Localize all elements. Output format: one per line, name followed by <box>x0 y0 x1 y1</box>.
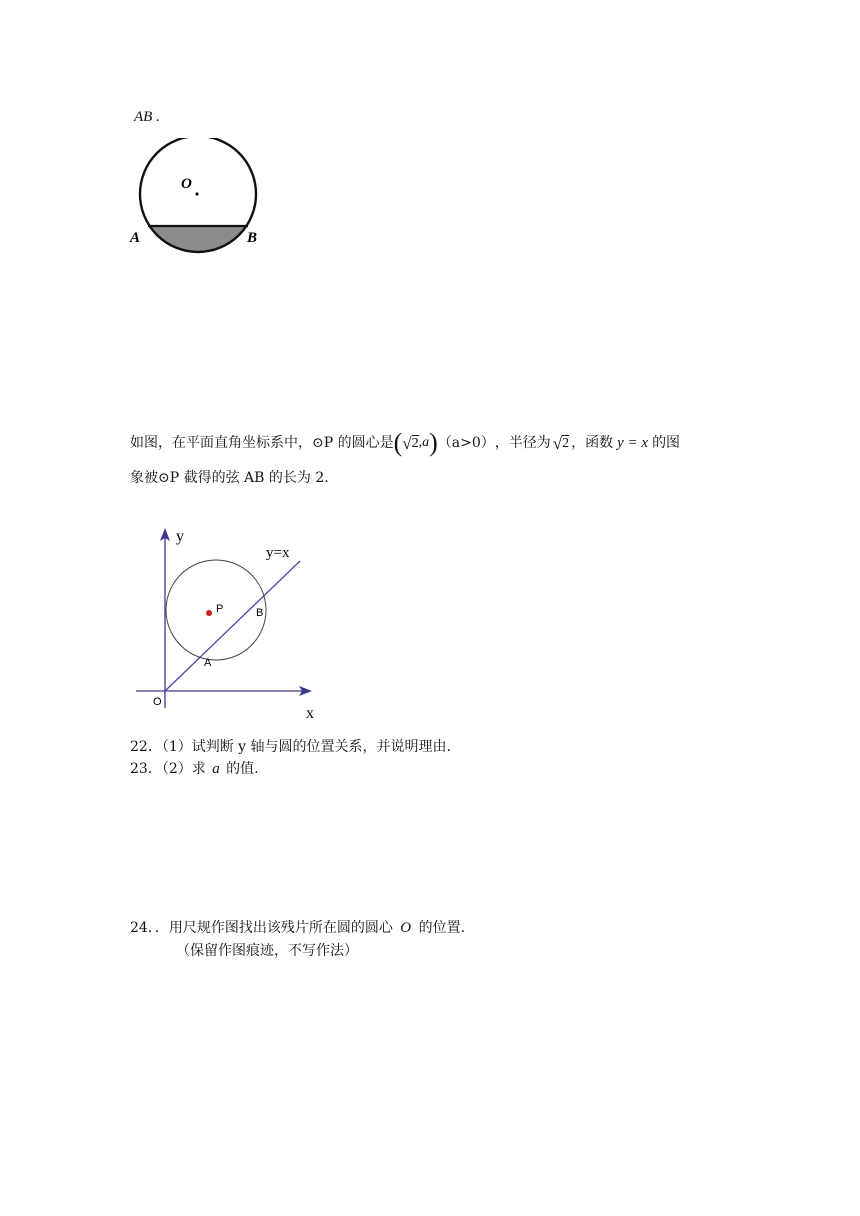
problem-line-2: 象被⊙P 截得的弦 AB 的长为 2. <box>130 470 329 486</box>
line-label: y=x <box>266 545 290 561</box>
center-coordinate: ( √ 2 , a ) <box>393 428 438 457</box>
problem-line-1: 如图，在平面直角坐标系中，⊙P 的圆心是 ( √ 2 , a ) （a>0） ，半径为 √ 2 ，函数 y = x 的图 <box>130 428 681 457</box>
question-24: 24．．用尺规作图找出该残片所在圆的圆心 O 的位置. <box>130 920 466 936</box>
point-a-label: A <box>130 230 141 246</box>
coordinate-figure <box>130 520 330 722</box>
point-b-label: B <box>247 230 258 246</box>
center-p-dot <box>206 610 212 616</box>
center-o-dot <box>195 192 198 195</box>
line-y-equals-x <box>165 561 300 691</box>
point-b-label: B <box>256 607 264 619</box>
question-24-note: （保留作图痕迹，不写作法） <box>176 943 358 959</box>
radius-value: √ 2 <box>552 433 570 453</box>
point-p-label: P <box>216 603 224 615</box>
question-23: 23．（2）求 a 的值. <box>130 761 259 777</box>
segment-ab-label: AB . <box>134 109 160 125</box>
condition-text: （a>0） <box>437 435 495 451</box>
circle-segment-figure <box>126 138 266 254</box>
y-axis-label: y <box>176 528 184 545</box>
function-equation: y = x <box>617 434 649 451</box>
x-axis-label: x <box>306 705 314 722</box>
origin-label: O <box>153 696 162 708</box>
point-a-label: A <box>204 657 212 669</box>
problem-prefix: 如图，在平面直角坐标系中，⊙P 的圆心是 <box>130 435 394 451</box>
center-o-label: O <box>181 176 192 192</box>
question-22: 22．（1）试判断 y 轴与圆的位置关系，并说明理由. <box>130 739 451 755</box>
